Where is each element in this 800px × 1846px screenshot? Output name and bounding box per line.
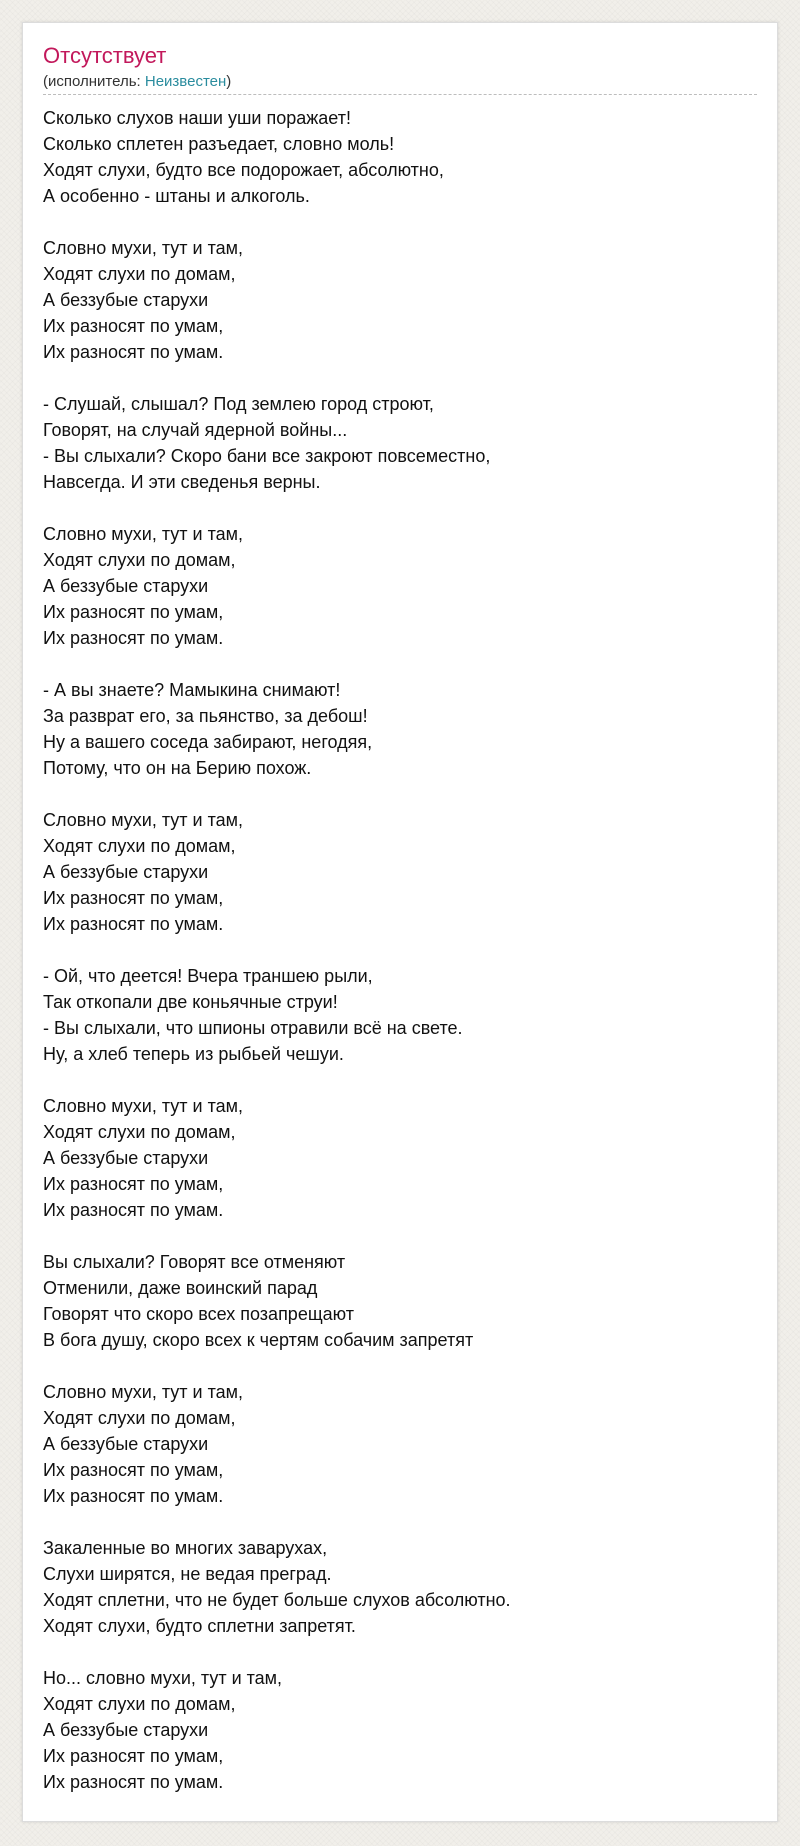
lyrics-line: А беззубые старухи bbox=[43, 1148, 209, 1168]
lyrics-line: Их разносят по умам, bbox=[43, 602, 224, 622]
lyrics-line: Их разносят по умам. bbox=[43, 1200, 224, 1220]
lyrics-line: Говорят, на случай ядерной войны... bbox=[43, 420, 348, 440]
lyrics-line: Их разносят по умам, bbox=[43, 1174, 224, 1194]
lyrics-line: Ходят сплетни, что не будет больше слухов абсолютно. bbox=[43, 1590, 511, 1610]
lyrics-line: Их разносят по умам. bbox=[43, 342, 224, 362]
lyrics-line: Их разносят по умам. bbox=[43, 628, 224, 648]
lyrics-line: Закаленные во многих заварухах, bbox=[43, 1538, 328, 1558]
lyrics-line: Ходят слухи, будто все подорожает, абсолютно, bbox=[43, 160, 444, 180]
lyrics-line: Их разносят по умам. bbox=[43, 1486, 224, 1506]
lyrics-stanza bbox=[43, 1665, 759, 1795]
lyrics-line: Ходят слухи по домам, bbox=[43, 550, 236, 570]
lyrics-body bbox=[43, 105, 759, 1821]
lyrics-line: Словно мухи, тут и там, bbox=[43, 810, 244, 830]
lyrics-line: Навсегда. И эти сведенья верны. bbox=[43, 472, 321, 492]
lyrics-line: А беззубые старухи bbox=[43, 1434, 209, 1454]
lyrics-line: Но... словно мухи, тут и там, bbox=[43, 1668, 283, 1688]
lyrics-line: Словно мухи, тут и там, bbox=[43, 1382, 244, 1402]
lyrics-line: Ну, а хлеб теперь из рыбьей чешуи. bbox=[43, 1044, 344, 1064]
lyrics-line: - Вы слыхали? Скоро бани все закроют повсеместно, bbox=[43, 446, 491, 466]
lyrics-line: Их разносят по умам. bbox=[43, 914, 224, 934]
lyrics-stanza bbox=[43, 235, 759, 365]
lyrics-line: Отменили, даже воинский парад bbox=[43, 1278, 318, 1298]
lyrics-line: Ходят слухи, будто сплетни запретят. bbox=[43, 1616, 356, 1636]
lyrics-line: Словно мухи, тут и там, bbox=[43, 524, 244, 544]
lyrics-stanza bbox=[43, 105, 759, 209]
title-divider bbox=[43, 94, 757, 95]
lyrics-line: Сколько сплетен разъедает, словно моль! bbox=[43, 134, 395, 154]
lyrics-line: Ходят слухи по домам, bbox=[43, 264, 236, 284]
lyrics-line: Словно мухи, тут и там, bbox=[43, 238, 244, 258]
lyrics-line: - Ой, что деется! Вчера траншею рыли, bbox=[43, 966, 373, 986]
lyrics-line: Их разносят по умам, bbox=[43, 1460, 224, 1480]
lyrics-line: - Слушай, слышал? Под землею город строют, bbox=[43, 394, 434, 414]
song-title: Отсутствует bbox=[43, 43, 167, 68]
lyrics-stanza bbox=[43, 963, 759, 1067]
lyrics-stanza bbox=[43, 1379, 759, 1509]
lyrics-line: В бога душу, скоро всех к чертям собачим запретят bbox=[43, 1330, 474, 1350]
lyrics-stanza bbox=[43, 807, 759, 937]
lyrics-card bbox=[22, 22, 778, 1822]
lyrics-line: - А вы знаете? Мамыкина снимают! bbox=[43, 680, 341, 700]
lyrics-line: Так откопали две коньячные струи! bbox=[43, 992, 338, 1012]
artist-link[interactable]: Неизвестен bbox=[144, 73, 227, 90]
lyrics-stanza bbox=[43, 391, 759, 495]
lyrics-stanza bbox=[43, 1249, 759, 1353]
lyrics-stanza bbox=[43, 521, 759, 651]
artist-suffix: ) bbox=[226, 73, 232, 90]
lyrics-line: Слухи ширятся, не ведая преград. bbox=[43, 1564, 332, 1584]
lyrics-line: Ходят слухи по домам, bbox=[43, 1408, 236, 1428]
lyrics-line: А беззубые старухи bbox=[43, 290, 209, 310]
lyrics-line: Их разносят по умам. bbox=[43, 1772, 224, 1792]
lyrics-line: А беззубые старухи bbox=[43, 862, 209, 882]
lyrics-line: А беззубые старухи bbox=[43, 576, 209, 596]
lyrics-line: А беззубые старухи bbox=[43, 1720, 209, 1740]
lyrics-line: За разврат его, за пьянство, за дебош! bbox=[43, 706, 368, 726]
lyrics-line: Ну а вашего соседа забирают, негодяя, bbox=[43, 732, 373, 752]
lyrics-line: Их разносят по умам, bbox=[43, 316, 224, 336]
lyrics-line: Их разносят по умам, bbox=[43, 1746, 224, 1766]
artist-prefix: (исполнитель: bbox=[43, 73, 145, 90]
lyrics-line: А особенно - штаны и алкоголь. bbox=[43, 186, 310, 206]
lyrics-line: Сколько слухов наши уши поражает! bbox=[43, 108, 351, 128]
lyrics-line: Потому, что он на Берию похож. bbox=[43, 758, 312, 778]
lyrics-line: Их разносят по умам, bbox=[43, 888, 224, 908]
lyrics-line: Ходят слухи по домам, bbox=[43, 1122, 236, 1142]
lyrics-line: Словно мухи, тут и там, bbox=[43, 1096, 244, 1116]
artist-line bbox=[43, 73, 231, 91]
lyrics-line: - Вы слыхали, что шпионы отравили всё на свете. bbox=[43, 1018, 463, 1038]
lyrics-stanza bbox=[43, 1535, 759, 1639]
lyrics-line: Ходят слухи по домам, bbox=[43, 1694, 236, 1714]
lyrics-stanza bbox=[43, 1093, 759, 1223]
lyrics-line: Вы слыхали? Говорят все отменяют bbox=[43, 1252, 346, 1272]
lyrics-line: Говорят что скоро всех позапрещают bbox=[43, 1304, 355, 1324]
lyrics-line: Ходят слухи по домам, bbox=[43, 836, 236, 856]
lyrics-stanza bbox=[43, 677, 759, 781]
